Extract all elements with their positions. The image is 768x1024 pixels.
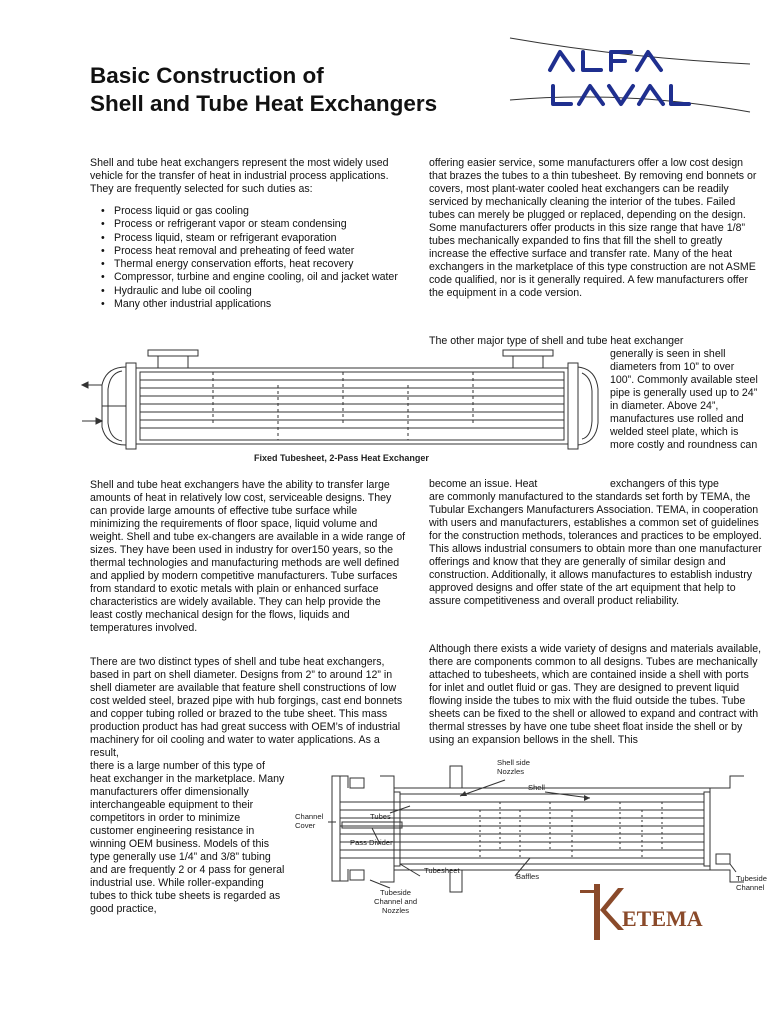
list-item: • Compressor, turbine and engine cooling, oil and jacket water (101, 271, 401, 284)
label-baffles: Baffles (516, 872, 540, 881)
label-tubeside-channel: Tubeside Channel (736, 874, 767, 892)
duty-list (101, 205, 401, 311)
col2-split-right: exchangers of this type (610, 478, 719, 490)
list-item: • Many other industrial applications (101, 298, 401, 311)
list-item: • Process heat removal and preheating of feed water (101, 245, 401, 258)
label-pass-divider: Pass Divider (350, 838, 393, 847)
col2-paragraph-1: offering easier service, some manufacturers offer a low cost design that brazes the tubes to a thin tubesheet. By removing end bonnets or covers, most plant-water cooled heat exchangers can be readily serviced by mechanically cleaning the interior of the tubes. Failed tubes can merely be plugged or replaced, depending on the design. Some manufacturers offer products in this size range that have 1/8” tubes mechanically expanded to fins that fill the shell to greatly increase the effective surface and transfer rate. Many of the heat exchangers in the marketplace of this type construction are not ASME code qualified, nor is it generally required. A few manufacturers offer the equipment in a code version. (429, 157, 757, 299)
figure-1-caption: Fixed Tubesheet, 2-Pass Heat Exchanger (254, 453, 429, 463)
ketema-logo (578, 880, 703, 944)
list-item: • Process liquid, steam or refrigerant evaporation (101, 232, 401, 245)
intro-paragraph: Shell and tube heat exchangers represent the most widely used vehicle for the transfer of heat in industrial process applications. They are frequently selected for such duties as: (90, 157, 389, 195)
alfa-laval-logo-mark (505, 30, 755, 115)
page-title (90, 62, 437, 118)
list-item: • Thermal energy conservation efforts, heat recovery (101, 258, 401, 271)
list-item: • Hydraulic and lube oil cooling (101, 285, 401, 298)
list-item: • Process or refrigerant vapor or steam condensing (101, 218, 401, 231)
col2-paragraph-2-narrow: generally is seen in shell diameters from 10” to over 100”. Commonly available steel pipe is generally used up to 24” in diameter. Above 24”, manufactures use rolled and welded steel plate, which is more costly and roundness can (610, 348, 758, 451)
col2-paragraph-2-rest: are commonly manufactured to the standards set forth by TEMA, the Tubular Exchangers Manufacturers Association. TEMA, in cooperation with users and manufacturers, establishes a common set of guidelines for the construction methods, tolerances and practices to be employed. This allows industrial consumers to obtain more than one manufacturer offerings and know that they are generally of similar design and construction. Additionally, it allows manufactures to establish industry approved designs and offer state of the art equipment that help to assure competitiveness and overall product reliability. (429, 491, 762, 607)
col1-paragraph-3-wrap: there is a large number of this type of heat exchanger in the marketplace. Many manufacturers offer dimensionally interchangeable equipment to their competitors in order to minimize customer engineering resistance in winning OEM business. Models of this type generally use 1/4” and 3/8” tubing and are frequently 2 or 4 pass for general industrial use. While roller-expanding tubes to thick tube sheets is regarded as good practice, (90, 760, 285, 915)
label-shell: Shell (528, 783, 545, 792)
title-line-1: Basic Construction of (90, 63, 324, 88)
svg-text:ETEMA: ETEMA (622, 906, 703, 931)
figure-fixed-tubesheet (78, 345, 608, 465)
label-shell-side-nozzles: Shell side Nozzles (497, 758, 530, 776)
title-line-2: Shell and Tube Heat Exchangers (90, 91, 438, 116)
label-tubesheet: Tubesheet (424, 866, 460, 875)
col2-paragraph-2-line1: The other major type of shell and tube heat exchanger (429, 335, 684, 347)
label-tubeside-channel-nozzles: Tubeside Channel and Nozzles (374, 888, 418, 915)
col2-paragraph-3: Although there exists a wide variety of designs and materials available, there are components common to all designs. Tubes are mechanically attached to tubesheets, which are contained inside a shell with ports for inlet and outlet fluid or gas. They are designed to prevent liquid flowing inside the tubes to mix with the fluid outside the tubes. Tube sheets can be fixed to the shell or allowed to expand and contract with thermal stresses by have one tube sheet float inside the shell or by using an expansion bellows in the shell. This (429, 643, 762, 746)
col2-split-left: become an issue. Heat (429, 478, 538, 490)
list-item: • Process liquid or gas cooling (101, 205, 401, 218)
alfa-laval-logo (505, 30, 755, 115)
col1-paragraph-3: There are two distinct types of shell and tube heat exchangers, based in part on shell diameter. Designs from 2” to around 12” in shell diameter are available that feature shell constructions of low cost welded steel, brazed pipe with hub forgings, cast end bonnets and copper tubing rolled or brazed to the tube sheet. This mass production product has had great success with OEM’s of industrial machinery for oil cooling and water to water applications. As a result, (90, 656, 403, 759)
col1-paragraph-2: Shell and tube heat exchangers have the ability to transfer large amounts of heat in relatively low cost, serviceable designs. They can provide large amounts of effective tube surface while minimizing the requirements of floor space, liquid volume and weight. Shell and tube ex-changers are available in a wide range of sizes. They have been used in industry for over150 years, so the thermal technologies and manufacturing methods are well defined and applied by modern competitive manufacturers. Tube surfaces from standard to exotic metals with plain or enhanced surface characteristics are widely available. They can help provide the least costly mechanical design for the flows, liquids and temperatures involved. (90, 479, 406, 634)
fixed-tubesheet-diagram (78, 345, 608, 465)
label-tubes: Tubes (370, 812, 391, 821)
ketema-logo-mark (578, 880, 703, 944)
label-channel-cover: Channel Cover (295, 812, 324, 830)
